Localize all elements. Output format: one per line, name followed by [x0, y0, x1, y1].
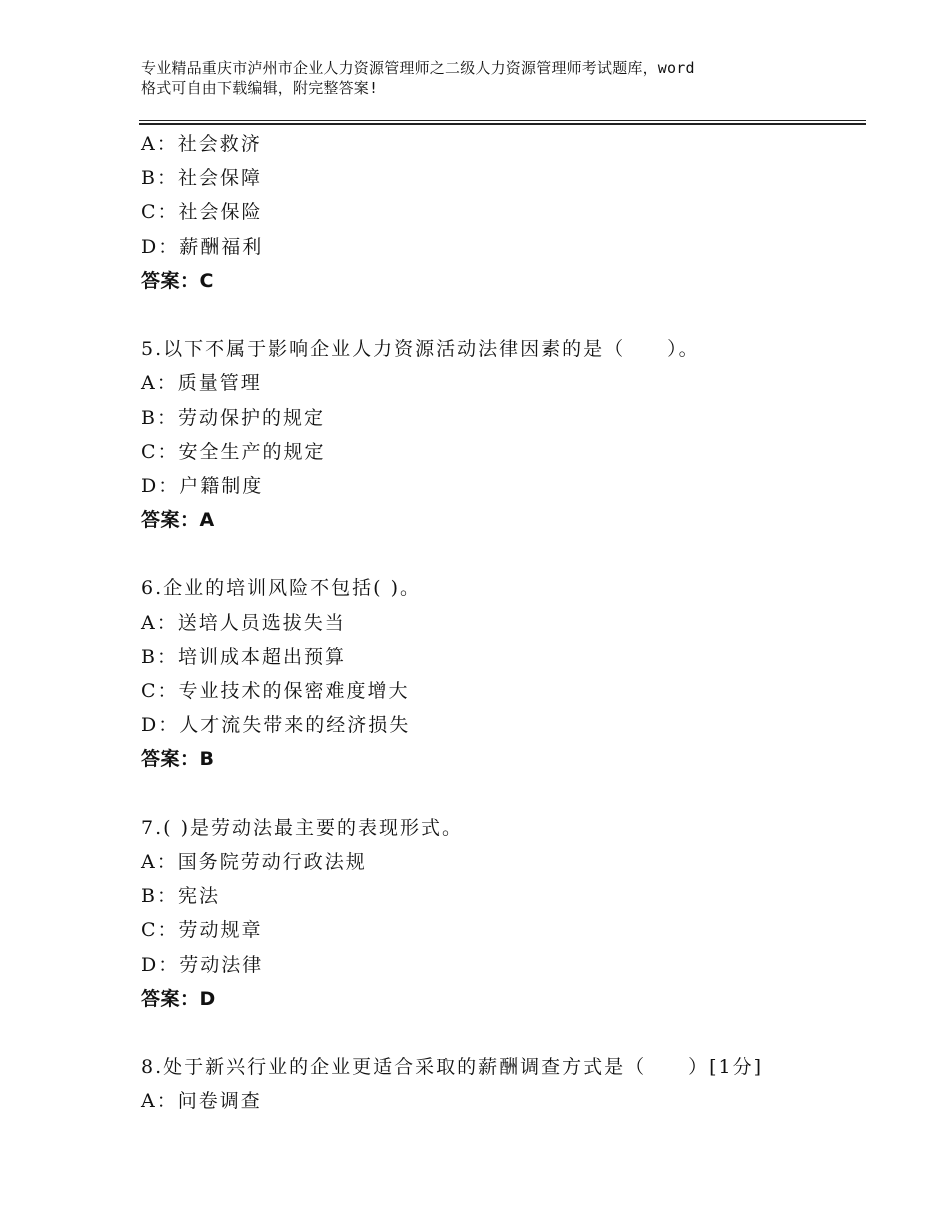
option-d: D：人才流失带来的经济损失 [141, 714, 411, 737]
question-spacer [141, 541, 861, 575]
option-a: A：送培人员选拔失当 [141, 611, 346, 634]
option-d: D：薪酬福利 [141, 235, 264, 258]
answer-label: 答案：B [141, 748, 215, 771]
option-b: B：社会保障 [141, 167, 262, 190]
option-b: B：宪法 [141, 885, 220, 908]
option-d: D：劳动法律 [141, 953, 264, 976]
option-a: A：问卷调查 [141, 1090, 262, 1113]
answer-label: 答案：C [141, 269, 214, 292]
header-title-line-1: 专业精品重庆市泸州市企业人力资源管理师之二级人力资源管理师考试题库，word [141, 59, 695, 77]
question-list [141, 131, 861, 1122]
header-title-line-2: 格式可自由下载编辑，附完整答案! [141, 79, 379, 97]
option-b: B：培训成本超出预算 [141, 645, 346, 668]
question-spacer [141, 302, 861, 336]
question-4 [141, 131, 861, 302]
header-divider-thin [139, 120, 866, 121]
question-6 [141, 575, 861, 780]
document-header [141, 58, 831, 98]
option-a: A：质量管理 [141, 372, 262, 395]
question-stem: 7.( )是劳动法最主要的表现形式。 [141, 816, 463, 839]
option-a: A：社会救济 [141, 133, 262, 155]
option-d: D：户籍制度 [141, 474, 264, 497]
header-divider-thick [139, 123, 866, 125]
answer-label: 答案：A [141, 509, 215, 532]
question-stem: 5.以下不属于影响企业人力资源活动法律因素的是（ ）。 [141, 338, 700, 361]
question-5 [141, 336, 861, 541]
question-8 [141, 1054, 861, 1122]
option-b: B：劳动保护的规定 [141, 406, 325, 429]
question-stem: 6.企业的培训风险不包括( )。 [141, 577, 421, 600]
question-spacer [141, 781, 861, 815]
question-7 [141, 815, 861, 1020]
option-c: C：安全生产的规定 [141, 440, 326, 463]
answer-label: 答案：D [141, 987, 216, 1010]
question-stem: 8.处于新兴行业的企业更适合采取的薪酬调查方式是（ ）[1分] [141, 1056, 764, 1079]
option-c: C：专业技术的保密难度增大 [141, 680, 410, 702]
option-c: C：劳动规章 [141, 919, 263, 942]
question-spacer [141, 1020, 861, 1054]
option-a: A：国务院劳动行政法规 [141, 850, 367, 873]
option-c: C：社会保险 [141, 201, 263, 224]
